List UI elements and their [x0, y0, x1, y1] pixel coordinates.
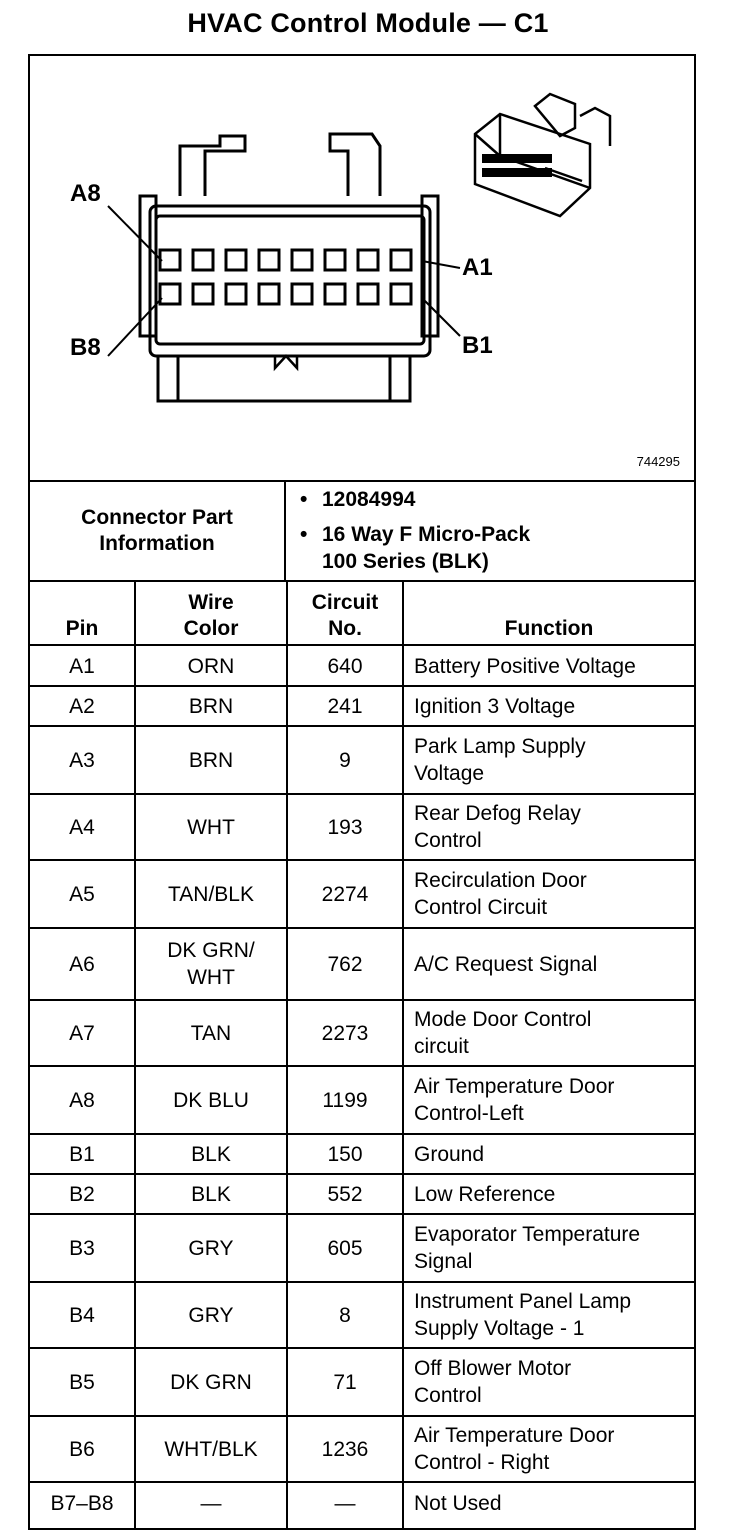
pin-cell: B6 [69, 1437, 95, 1461]
wire-color-cell [136, 1482, 286, 1524]
function-line1: Mode Door Control [414, 1008, 592, 1031]
function-cell [404, 1282, 692, 1348]
part-number-item [300, 486, 690, 513]
wire-color-cell [136, 1214, 286, 1282]
table-row [30, 860, 694, 928]
table-row [30, 1282, 694, 1348]
function-line2: Supply Voltage - 1 [414, 1317, 585, 1340]
wire-color-cell [136, 860, 286, 928]
connector-info-label-line1: Connector Part [81, 506, 233, 529]
header-pin-label: Pin [65, 617, 99, 640]
table-row [30, 1000, 694, 1066]
circuit-cell: 8 [339, 1303, 351, 1327]
function-cell [404, 726, 692, 794]
function-line1: Evaporator Temperature [414, 1223, 641, 1246]
wire-color-cell [136, 1000, 286, 1066]
pin-cell: A2 [69, 694, 95, 718]
function-line2: Signal [414, 1250, 473, 1273]
function-line1: Park Lamp Supply [414, 735, 586, 758]
circuit-cell: 193 [327, 815, 363, 839]
table-row [30, 1416, 694, 1482]
header-function-label: Function [504, 617, 594, 640]
function-line1: Air Temperature Door [414, 1075, 615, 1098]
function-cell [404, 1214, 692, 1282]
table-row [30, 1214, 694, 1282]
divider [134, 582, 136, 1528]
table-row [30, 1348, 694, 1416]
pin-cell: A8 [69, 1088, 95, 1112]
label-a1: A1 [462, 254, 493, 281]
description-line1: 16 Way F Micro-Pack [322, 523, 531, 546]
wire-color-cell [136, 726, 286, 794]
function-line2: Control Circuit [414, 896, 548, 919]
wire-color-cell [136, 1348, 286, 1416]
table-row [30, 1482, 694, 1524]
wire-color-line1: DK GRN [170, 1370, 252, 1394]
divider [30, 580, 694, 582]
table-row [30, 794, 694, 860]
wire-color-line1: BLK [191, 1142, 231, 1166]
table-row [30, 928, 694, 1000]
wire-color-line1: BRN [188, 748, 234, 772]
function-line2: Voltage [414, 762, 485, 785]
pin-cell: A7 [69, 1021, 95, 1045]
circuit-cell: 640 [327, 654, 363, 678]
wire-color-cell [136, 1174, 286, 1214]
function-line2: Control [414, 829, 482, 852]
function-line1: Ignition 3 Voltage [414, 694, 576, 718]
table-row [30, 646, 694, 686]
header-circuit-line1: Circuit [311, 591, 379, 614]
wire-color-cell [136, 928, 286, 1000]
function-line1: Instrument Panel Lamp [414, 1290, 632, 1313]
table-row [30, 1134, 694, 1174]
wire-color-line1: TAN [190, 1021, 232, 1045]
header-pin [30, 584, 134, 646]
pin-cell: A4 [69, 815, 95, 839]
function-cell [404, 686, 692, 726]
function-line1: Battery Positive Voltage [414, 654, 636, 678]
header-wire-color [136, 584, 286, 646]
label-a8: A8 [70, 180, 101, 207]
header-wire-color-line1: Wire [188, 591, 234, 614]
connector-diagram [30, 56, 694, 480]
header-wire-color-line2: Color [183, 617, 239, 640]
divider [286, 582, 288, 1528]
wire-color-cell [136, 1066, 286, 1134]
pin-cell: B4 [69, 1303, 95, 1327]
function-cell [404, 1134, 692, 1174]
wire-color-line1: WHT [187, 815, 235, 839]
circuit-cell: 71 [333, 1370, 357, 1394]
table-row [30, 1174, 694, 1214]
function-line2: Control-Left [414, 1102, 524, 1125]
pin-cell: B1 [69, 1142, 95, 1166]
page-title: HVAC Control Module — C1 [187, 8, 549, 38]
circuit-cell: 762 [327, 952, 363, 976]
function-line1: Low Reference [414, 1182, 556, 1206]
function-cell [404, 1482, 692, 1524]
wire-color-cell [136, 1282, 286, 1348]
circuit-cell: 2274 [321, 882, 369, 906]
function-line2: Control [414, 1384, 482, 1407]
connector-info-label-line2: Information [99, 532, 215, 555]
label-b1: B1 [462, 332, 493, 359]
function-cell [404, 794, 692, 860]
connector-3d-icon [30, 56, 694, 480]
wire-color-cell [136, 1134, 286, 1174]
wire-color-line1: BRN [188, 694, 234, 718]
function-line1: Not Used [414, 1491, 502, 1515]
function-cell [404, 1174, 692, 1214]
function-line2: Control - Right [414, 1451, 550, 1474]
function-cell [404, 1000, 692, 1066]
pin-cell: A1 [69, 654, 95, 678]
function-cell [404, 928, 692, 1000]
function-line1: Ground [414, 1142, 485, 1166]
bullet: • [300, 488, 308, 511]
wire-color-line1: ORN [187, 654, 235, 678]
pin-cell: B5 [69, 1370, 95, 1394]
circuit-cell: 9 [339, 748, 351, 772]
function-line2: circuit [414, 1035, 469, 1058]
bullet: • [300, 523, 308, 546]
wire-color-line2: WHT [187, 966, 235, 989]
function-line1: A/C Request Signal [414, 952, 598, 976]
circuit-cell: 150 [327, 1142, 363, 1166]
circuit-cell: 1236 [321, 1437, 369, 1461]
function-line1: Recirculation Door [414, 869, 587, 892]
pin-cell: A6 [69, 952, 95, 976]
function-cell [404, 646, 692, 686]
function-line1: Rear Defog Relay [414, 802, 581, 825]
circuit-cell: 552 [327, 1182, 363, 1206]
pin-cell: A5 [69, 882, 95, 906]
wire-color-line1: TAN/BLK [168, 882, 254, 906]
function-line1: Air Temperature Door [414, 1424, 615, 1447]
wire-color-line1: — [200, 1491, 222, 1515]
function-line1: Off Blower Motor [414, 1357, 572, 1380]
wire-color-line1: GRY [188, 1303, 234, 1327]
wire-color-line1: BLK [191, 1182, 231, 1206]
function-cell [404, 1066, 692, 1134]
table-row [30, 726, 694, 794]
circuit-cell: 1199 [322, 1088, 368, 1112]
circuit-cell: 241 [327, 694, 363, 718]
description-item [300, 521, 690, 575]
label-b8: B8 [70, 334, 101, 361]
description-line2: 100 Series (BLK) [322, 550, 489, 573]
function-cell [404, 1348, 692, 1416]
table-row [30, 686, 694, 726]
wire-color-line1: DK GRN/ [167, 939, 255, 962]
function-cell [404, 1416, 692, 1482]
wire-color-cell [136, 646, 286, 686]
pin-cell: B7–B8 [50, 1491, 114, 1515]
wire-color-cell [136, 686, 286, 726]
circuit-cell: 2273 [321, 1021, 369, 1045]
wire-color-line1: DK BLU [173, 1088, 249, 1112]
pin-cell: A3 [69, 748, 95, 772]
wire-color-cell [136, 794, 286, 860]
pin-cell: B2 [69, 1182, 95, 1206]
part-number: 12084994 [322, 488, 416, 511]
wire-color-line1: GRY [188, 1236, 234, 1260]
divider [402, 582, 404, 1528]
connector-info-label [30, 482, 284, 580]
function-cell [404, 860, 692, 928]
pin-cell: B3 [69, 1236, 95, 1260]
connector-info-values [300, 486, 690, 575]
wire-color-line1: WHT/BLK [164, 1437, 258, 1461]
circuit-cell: 605 [327, 1236, 363, 1260]
header-circuit [288, 584, 402, 646]
header-function [404, 584, 694, 646]
table-row [30, 1066, 694, 1134]
wire-color-cell [136, 1416, 286, 1482]
circuit-cell: — [334, 1491, 356, 1515]
figure-reference-number: 744295 [636, 454, 680, 469]
divider [284, 482, 286, 580]
header-circuit-line2: No. [328, 617, 362, 640]
